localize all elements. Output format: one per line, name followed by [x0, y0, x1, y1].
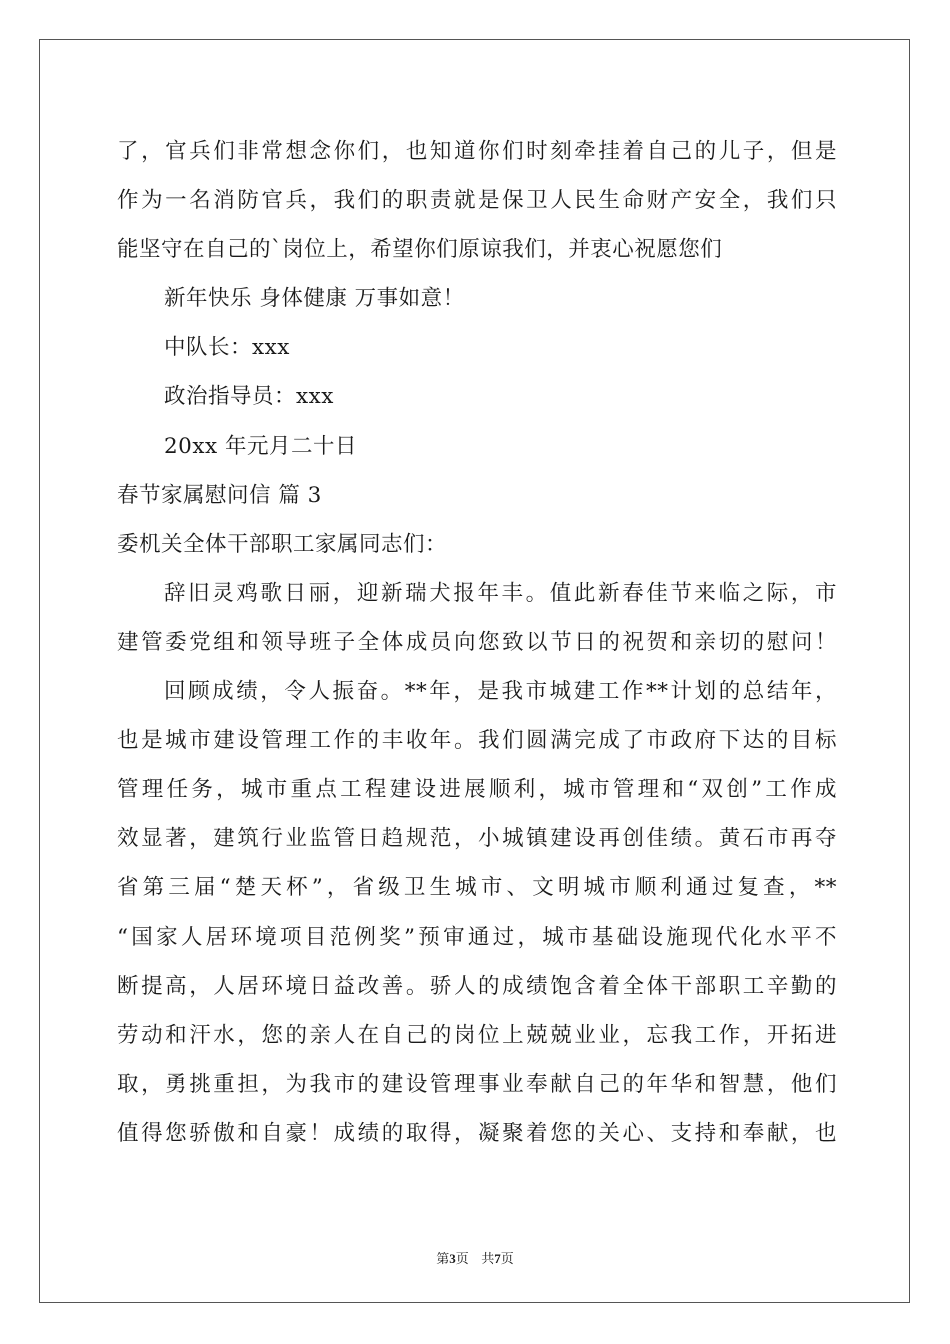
paragraph-2-line-1: 回顾成绩，令人振奋。**年，是我市城建工作**计划的总结年，	[164, 679, 837, 705]
total-pages: 7	[494, 1251, 501, 1266]
total-suffix: 页	[500, 1252, 514, 1267]
paragraph-2-line-3: 管理任务，城市重点工程建设进展顺利，城市管理和“双创”工作成	[117, 777, 837, 803]
total-prefix: 共	[481, 1252, 495, 1267]
paragraph-2-line-4: 效显著，建筑行业监管日趋规范，小城镇建设再创佳绩。黄石市再夺	[117, 826, 837, 852]
body-line-2: 作为一名消防官兵，我们的职责就是保卫人民生命财产安全，我们只	[117, 188, 837, 214]
section-heading: 春节家属慰问信 篇 3	[117, 482, 322, 508]
document-body	[117, 127, 837, 1158]
signature-captain: 中队长：xxx	[164, 335, 290, 361]
paragraph-1-line-2: 建管委党组和领导班子全体成员向您致以节日的祝贺和亲切的慰问！	[117, 629, 837, 655]
paragraph-2-line-5: 省第三届“楚天杯”，省级卫生城市、文明城市顺利通过复查，**	[117, 875, 837, 901]
body-line-1: 了，官兵们非常想念你们，也知道你们时刻牵挂着自己的儿子，但是	[117, 139, 837, 164]
signature-instructor: 政治指导员：xxx	[164, 384, 334, 410]
page-suffix: 页	[455, 1252, 469, 1267]
paragraph-2-line-8: 劳动和汗水，您的亲人在自己的岗位上兢兢业业，忘我工作，开拓进	[117, 1022, 837, 1048]
paragraph-2-line-9: 取，勇挑重担，为我市的建设管理事业奉献自己的年华和智慧，他们	[117, 1071, 837, 1097]
page-prefix: 第	[436, 1252, 450, 1267]
paragraph-2-line-7: 断提高，人居环境日益改善。骄人的成绩饱含着全体干部职工辛勤的	[117, 973, 837, 999]
paragraph-2-line-10: 值得您骄傲和自豪！成绩的取得，凝聚着您的关心、支持和奉献，也	[117, 1120, 837, 1146]
body-line-3: 能坚守在自己的`岗位上，希望你们原谅我们，并衷心祝愿您们	[117, 237, 723, 263]
letter-date: 20xx 年元月二十日	[164, 433, 357, 459]
paragraph-2-line-2: 也是城市建设管理工作的丰收年。我们圆满完成了市政府下达的目标	[117, 728, 837, 754]
greeting-line: 新年快乐 身体健康 万事如意！	[164, 286, 465, 312]
paragraph-1-line-1: 辞旧灵鸡歌日丽，迎新瑞犬报年丰。值此新春佳节来临之际，市	[164, 580, 837, 606]
page-number: 3	[449, 1251, 456, 1266]
paragraph-2-line-6: “国家人居环境项目范例奖”预审通过，城市基础设施现代化水平不	[117, 924, 837, 950]
salutation: 委机关全体干部职工家属同志们：	[117, 531, 448, 557]
page-footer	[0, 1248, 950, 1267]
